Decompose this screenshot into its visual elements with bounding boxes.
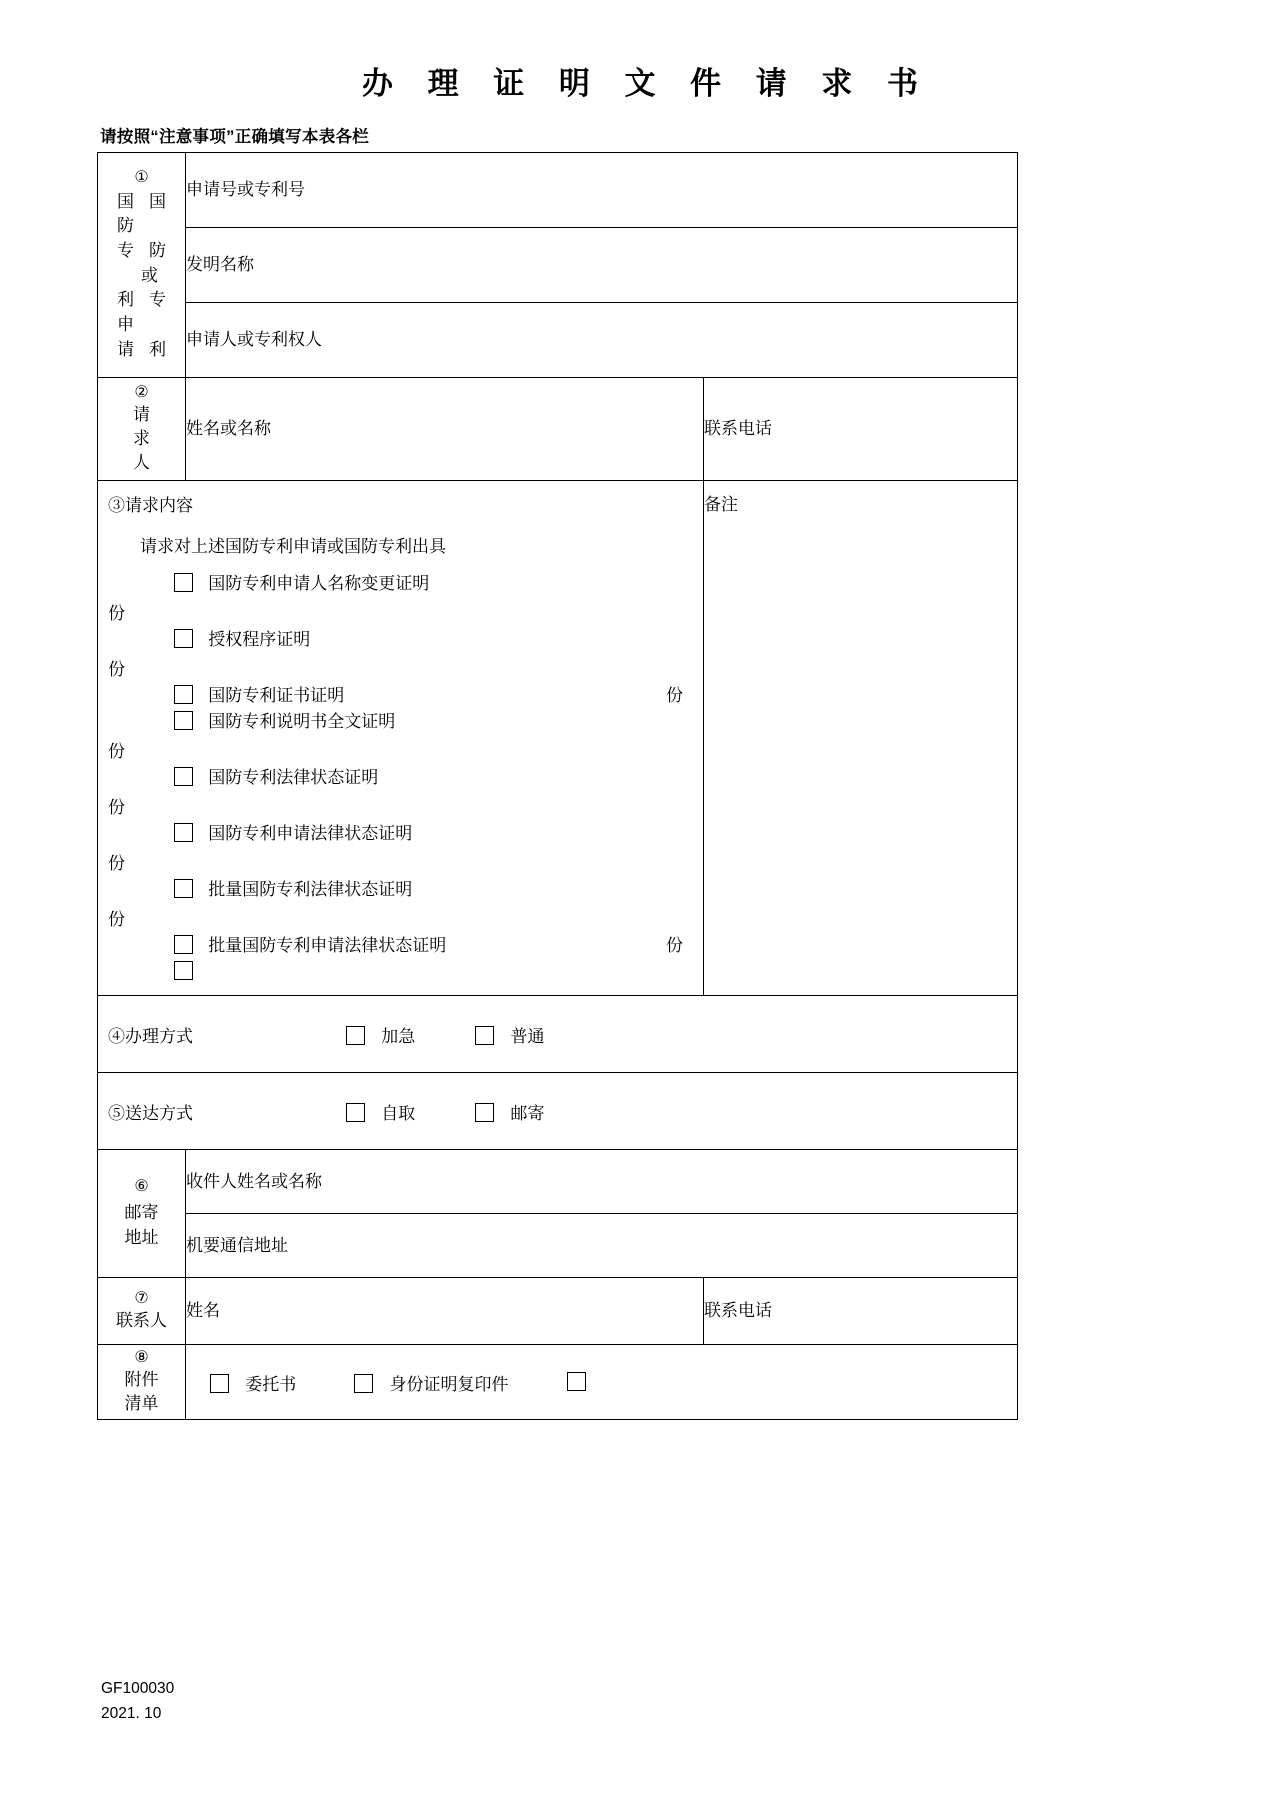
option-power-of-attorney: [210, 1370, 296, 1395]
option-label: 身份证明复印件: [389, 1374, 509, 1394]
table-row-section6-recipient: [98, 1150, 1018, 1214]
option-unit-left: 份: [108, 910, 125, 929]
section1-number: ①: [134, 168, 149, 186]
vchar: 请: [133, 404, 150, 424]
section6-number: ⑥: [134, 1178, 149, 1196]
section6-index-cell: [98, 1150, 186, 1278]
checkbox-authorization-procedure-certificate[interactable]: [174, 629, 193, 648]
checkbox-other-blank[interactable]: [174, 961, 193, 980]
vchar: 清单: [124, 1394, 159, 1413]
checkbox-legal-status-certificate[interactable]: [174, 767, 193, 786]
page-title: 办 理 证 明 文 件 请 求 书: [362, 66, 931, 101]
section8-options-cell: [186, 1345, 1018, 1420]
option-mail: [475, 1099, 544, 1124]
option-row: [98, 933, 703, 959]
checkbox-urgent[interactable]: [346, 1026, 365, 1045]
section2-index-cell: [98, 378, 186, 481]
checkbox-application-legal-status-certificate[interactable]: [174, 823, 193, 842]
option-urgent: [346, 1022, 415, 1047]
vchar: 防: [149, 241, 166, 261]
option-label: 国防专利说明书全文证明: [208, 712, 396, 731]
section1-vertical-left: [111, 190, 141, 362]
fill-instruction: 请按照“注意事项”正确填写本表各栏: [100, 128, 370, 146]
section3-lead-text: 请求对上述国防专利申请或国防专利出具: [140, 537, 446, 556]
option-label: 批量国防专利法律状态证明: [208, 880, 413, 899]
option-label: 国防专利申请法律状态证明: [208, 824, 413, 843]
table-row-section7-contact: [98, 1278, 1018, 1345]
vchar: 联系人: [116, 1310, 167, 1330]
option-label: 国防专利法律状态证明: [208, 768, 379, 787]
section8-body: [186, 1370, 1017, 1395]
section8-index-cell: [98, 1345, 186, 1420]
option-row: [98, 683, 703, 709]
section1-vertical-right: [143, 190, 173, 362]
field-label: 申请号或专利号: [186, 180, 305, 200]
field-confidential-address[interactable]: [186, 1214, 1018, 1278]
vchar: 附件: [124, 1369, 159, 1389]
vchar: 申: [117, 314, 134, 334]
vchar: 专: [117, 241, 134, 261]
table-row-section4-handling-mode: [98, 996, 1018, 1073]
option-label: 授权程序证明: [208, 630, 311, 649]
option-label: 批量国防专利申请法律状态证明: [208, 936, 447, 955]
field-requester-phone[interactable]: [704, 378, 1018, 481]
unit-row: [98, 597, 703, 627]
option-row: [98, 571, 703, 597]
section5-body: [98, 1073, 1017, 1149]
option-self-pickup: [346, 1099, 415, 1124]
table-row-section1-invention-title: [98, 228, 1018, 303]
unit-row: [98, 653, 703, 683]
option-other-attachment: [567, 1372, 598, 1393]
field-label: 机要通信地址: [186, 1235, 288, 1255]
vchar: 请: [117, 339, 134, 359]
field-invention-title[interactable]: [186, 228, 1018, 303]
field-recipient-name[interactable]: [186, 1150, 1018, 1214]
checkbox-normal[interactable]: [475, 1026, 494, 1045]
field-label: 姓名: [186, 1301, 220, 1321]
checkbox-patent-certificate-certificate[interactable]: [174, 685, 193, 704]
section4-title: ④办理方式: [108, 1026, 193, 1046]
table-row-section1-applicant: [98, 303, 1018, 378]
field-contact-name[interactable]: [186, 1278, 704, 1345]
option-unit-right: 份: [666, 686, 683, 705]
checkbox-batch-application-legal-status-certificate[interactable]: [174, 935, 193, 954]
option-unit-left: 份: [108, 604, 125, 623]
option-label: 国防专利证书证明: [208, 686, 345, 705]
section7-index-cell: [98, 1278, 186, 1345]
unit-row: [98, 847, 703, 877]
unit-row: [98, 791, 703, 821]
option-label: 加急: [381, 1026, 416, 1046]
section1-vertical-label: [98, 190, 185, 362]
request-form-table: [97, 152, 1018, 1420]
section1-index-cell: [98, 153, 186, 378]
option-id-copy: [354, 1370, 508, 1395]
checkbox-power-of-attorney[interactable]: [210, 1374, 229, 1393]
unit-row: [98, 735, 703, 765]
field-requester-name[interactable]: [186, 378, 704, 481]
footer: [101, 1677, 174, 1727]
table-row-section1-app-number: [98, 153, 1018, 228]
checkbox-other-attachment[interactable]: [567, 1372, 586, 1391]
section4-body: [98, 996, 1017, 1072]
checkbox-id-copy[interactable]: [354, 1374, 373, 1393]
option-normal: [475, 1022, 544, 1047]
option-unit-left: 份: [108, 660, 125, 679]
field-remark[interactable]: [704, 481, 1018, 996]
vchar: 求: [133, 428, 150, 448]
table-row-section6-address: [98, 1214, 1018, 1278]
field-label: 姓名或名称: [186, 419, 271, 439]
field-label: 发明名称: [186, 255, 254, 275]
vchar: 专: [149, 290, 166, 310]
option-row: [98, 765, 703, 791]
vchar: 国: [149, 191, 166, 211]
form-code: GF100030: [101, 1680, 175, 1697]
field-label: 联系电话: [704, 1301, 772, 1321]
field-label: 联系电话: [704, 419, 772, 439]
table-row-section3-request-content: [98, 481, 1018, 996]
option-row: [98, 627, 703, 653]
checkbox-name-change-certificate[interactable]: [174, 573, 193, 592]
field-application-number[interactable]: [186, 153, 1018, 228]
option-label: 国防专利申请人名称变更证明: [208, 574, 430, 593]
vchar: 地址: [124, 1227, 159, 1247]
section8-number: ⑧: [134, 1348, 149, 1366]
section3-body: [98, 481, 703, 995]
section2-number: ②: [134, 383, 149, 401]
option-row: [98, 959, 703, 985]
section3-content-cell: [98, 481, 704, 996]
section5-title: ⑤送达方式: [108, 1103, 193, 1123]
option-unit-left: 份: [108, 798, 125, 817]
checkbox-self-pickup[interactable]: [346, 1103, 365, 1122]
vchar: 邮寄: [124, 1203, 159, 1223]
option-row: [98, 877, 703, 903]
checkbox-mail[interactable]: [475, 1103, 494, 1122]
field-label: 收件人姓名或名称: [186, 1171, 322, 1191]
unit-row: [98, 903, 703, 933]
option-label: 委托书: [245, 1374, 297, 1394]
option-unit-right: 份: [666, 936, 683, 955]
field-contact-phone[interactable]: [704, 1278, 1018, 1345]
table-row-section2-requester: [98, 378, 1018, 481]
checkbox-full-specification-certificate[interactable]: [174, 711, 193, 730]
option-label: 普通: [510, 1026, 545, 1046]
option-unit-left: 份: [108, 742, 125, 761]
section3-title: ③请求内容: [108, 496, 193, 515]
form-date: 2021. 10: [101, 1704, 162, 1722]
option-label: 自取: [381, 1103, 416, 1123]
section7-number: ⑦: [134, 1289, 149, 1307]
vchar: 利: [117, 290, 134, 310]
table-row-section5-delivery-mode: [98, 1073, 1018, 1150]
option-row: [98, 709, 703, 735]
section4-cell: [98, 996, 1018, 1073]
table-row-section8-attachments: [98, 1345, 1018, 1420]
option-label: 邮寄: [510, 1103, 545, 1123]
section5-cell: [98, 1073, 1018, 1150]
vchar-or: 或: [141, 265, 158, 285]
checkbox-batch-legal-status-certificate[interactable]: [174, 879, 193, 898]
option-row: [98, 821, 703, 847]
option-unit-left: 份: [108, 854, 125, 873]
field-applicant-or-patentee[interactable]: [186, 303, 1018, 378]
vchar: 人: [133, 453, 150, 473]
field-label: 备注: [704, 495, 738, 514]
vchar: 国: [117, 191, 134, 211]
vchar: 防: [117, 216, 134, 236]
field-label: 申请人或专利权人: [186, 330, 322, 350]
vchar: 利: [149, 339, 166, 359]
